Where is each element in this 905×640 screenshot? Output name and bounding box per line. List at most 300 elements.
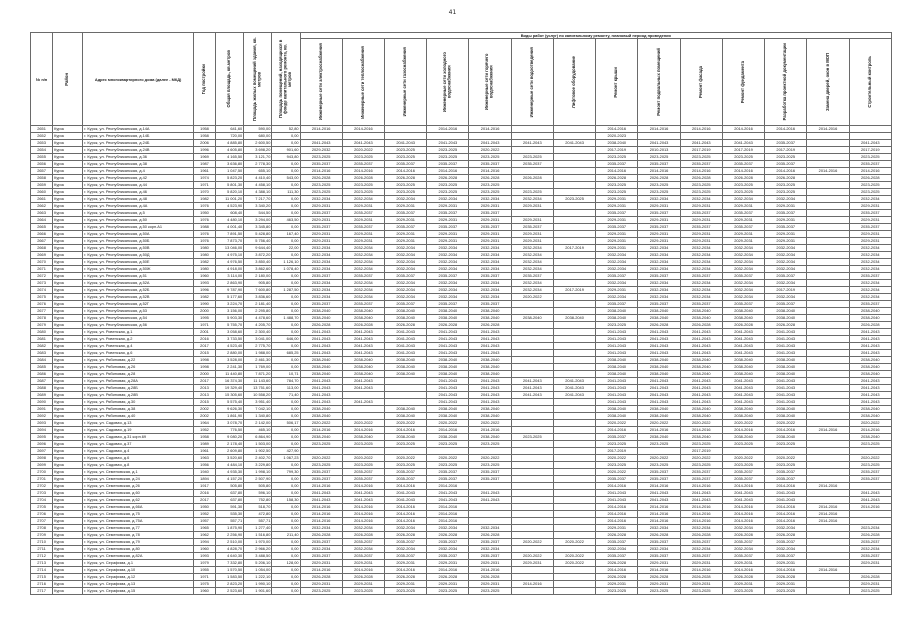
row-work-period: 2020-2022	[722, 420, 764, 427]
row-work-period: 2035-2037	[385, 161, 427, 168]
row-work-period	[553, 490, 595, 497]
row-number: 2717	[31, 588, 53, 595]
row-work-period: 2029-2031	[638, 231, 680, 238]
row-district: Курск	[53, 329, 83, 336]
row-work-period: 2035-2037	[765, 140, 807, 147]
row-district: Курск	[53, 168, 83, 175]
row-work-period: 2014-2016	[342, 504, 384, 511]
row-work-period: 2014-2016	[680, 504, 722, 511]
row-number: 2672	[31, 273, 53, 280]
row-area: 4 157,20	[216, 476, 244, 483]
row-work-period: 2041-2043	[300, 350, 342, 357]
table-row	[31, 210, 892, 217]
row-area-fund: 0,00	[272, 483, 300, 490]
row-area-living: 4 388,10	[244, 189, 272, 196]
row-work-period	[553, 532, 595, 539]
header-year: Год постройки	[193, 33, 215, 126]
row-number: 2652	[31, 133, 53, 140]
row-work-period: 2041-2043	[469, 140, 511, 147]
row-work-period	[849, 448, 891, 455]
row-area-living: 2 461,30	[244, 357, 272, 364]
row-work-period: 2023-2025	[722, 182, 764, 189]
row-work-period	[807, 224, 849, 231]
row-work-period: 2020-2022	[300, 420, 342, 427]
row-work-period	[342, 392, 384, 399]
row-work-period	[807, 399, 849, 406]
table-row	[31, 588, 892, 595]
row-work-period: 2026-2028	[765, 322, 807, 329]
row-work-period: 2038-2040	[300, 357, 342, 364]
row-work-period: 2026-2028	[342, 175, 384, 182]
row-area-living: 2 507,90	[244, 476, 272, 483]
row-work-period: 2041-2043	[722, 343, 764, 350]
row-work-period: 2041-2043	[553, 392, 595, 399]
row-work-period: 2041-2043	[300, 399, 342, 406]
row-area-living: 557,71	[244, 518, 272, 525]
row-district: Курск	[53, 259, 83, 266]
row-area-fund: 158,30	[272, 497, 300, 504]
row-area-living: 7 600,80	[244, 287, 272, 294]
row-area-fund: 1 488,70	[272, 315, 300, 322]
row-work-period	[680, 133, 722, 140]
row-work-period: 2029-2031	[342, 560, 384, 567]
row-year: 1958	[193, 434, 215, 441]
row-number: 2669	[31, 252, 53, 259]
row-work-period: 2029-2031	[765, 238, 807, 245]
header-work-13: Строительный контроль	[849, 39, 891, 126]
row-year: 1963	[193, 455, 215, 462]
row-work-period: 2029-2031	[511, 238, 553, 245]
table-row	[31, 483, 892, 490]
row-work-period: 2041-2043	[638, 378, 680, 385]
row-number: 2667	[31, 238, 53, 245]
table-row	[31, 252, 892, 259]
row-work-period	[511, 301, 553, 308]
row-number: 2693	[31, 420, 53, 427]
row-work-period: 2035-2037	[849, 273, 891, 280]
row-district: Курск	[53, 539, 83, 546]
row-work-period: 2032-2034	[385, 252, 427, 259]
row-area-living: 3 872,20	[244, 252, 272, 259]
row-work-period: 2023-2034	[849, 525, 891, 532]
row-work-period: 2032-2034	[849, 245, 891, 252]
row-work-period: 2038-2040	[469, 308, 511, 315]
row-year: 1976	[193, 231, 215, 238]
row-area: 1 875,90	[216, 525, 244, 532]
header-work-10: Ремонт фундамента	[722, 39, 764, 126]
row-work-period	[342, 413, 384, 420]
row-work-period: 2035-2037	[722, 539, 764, 546]
row-work-period: 2023-2025	[680, 441, 722, 448]
row-year: 1971	[193, 182, 215, 189]
row-district: Курск	[53, 203, 83, 210]
row-work-period: 2023-2025	[427, 441, 469, 448]
row-work-period: 2032-2034	[849, 259, 891, 266]
row-work-period: 2038-2040	[596, 140, 638, 147]
row-year: 1975	[193, 581, 215, 588]
row-work-period	[300, 133, 342, 140]
row-area-fund: 0,00	[272, 476, 300, 483]
row-work-period: 2014-2016	[427, 483, 469, 490]
row-work-period: 2023-2025	[385, 441, 427, 448]
row-work-period: 2041-2043	[680, 343, 722, 350]
row-work-period: 2017-2019	[849, 147, 891, 154]
row-area-living: 11 143,60	[244, 378, 272, 385]
row-work-period: 2032-2034	[300, 546, 342, 553]
capital-repair-table-area	[30, 32, 892, 632]
header-district: Район	[53, 33, 83, 126]
row-number: 2671	[31, 266, 53, 273]
row-district: Курск	[53, 161, 83, 168]
row-area-living: 5 756,40	[244, 238, 272, 245]
row-work-period: 2014-2016	[596, 427, 638, 434]
row-year: 1960	[193, 546, 215, 553]
row-area: 776,50	[216, 427, 244, 434]
row-work-period: 2014-2016	[596, 168, 638, 175]
row-work-period: 2014-2016	[807, 511, 849, 518]
row-work-period: 2035-2037	[765, 469, 807, 476]
table-row	[31, 532, 892, 539]
row-work-period: 2041-2043	[596, 399, 638, 406]
row-work-period	[807, 252, 849, 259]
row-work-period	[807, 532, 849, 539]
row-area: 535,30	[216, 511, 244, 518]
row-area: 15 305,60	[216, 392, 244, 399]
row-number: 2714	[31, 567, 53, 574]
table-row	[31, 385, 892, 392]
row-number: 2654	[31, 147, 53, 154]
row-address: г. Курск, ул. Республиканская, д.52В	[83, 294, 194, 301]
row-address: г. Курск, ул. Ровенская, д.4	[83, 343, 194, 350]
row-work-period: 2041-2043	[849, 343, 891, 350]
row-work-period	[807, 462, 849, 469]
row-work-period: 2032-2034	[385, 546, 427, 553]
row-area: 2 178,40	[216, 441, 244, 448]
table-row	[31, 399, 892, 406]
row-work-period: 2032-2034	[680, 245, 722, 252]
row-work-period: 2035-2037	[511, 161, 553, 168]
row-area-living: 7 871,20	[244, 371, 272, 378]
row-work-period	[807, 287, 849, 294]
table-row	[31, 504, 892, 511]
row-work-period: 2032-2034	[511, 259, 553, 266]
row-year: 1993	[193, 280, 215, 287]
row-work-period: 2041-2043	[596, 497, 638, 504]
row-work-period: 2041-2043	[765, 329, 807, 336]
row-area-fund: 0,00	[272, 462, 300, 469]
row-work-period	[511, 504, 553, 511]
row-area-living: 2 295,80	[244, 308, 272, 315]
row-year: 1980	[193, 252, 215, 259]
row-work-period: 2029-2031	[680, 581, 722, 588]
row-year: 1998	[193, 364, 215, 371]
row-work-period: 2014-2016	[765, 504, 807, 511]
header-work-2: Инженерные сети газоснабжения	[385, 39, 427, 126]
table-row	[31, 455, 892, 462]
table-row	[31, 196, 892, 203]
row-work-period	[807, 210, 849, 217]
row-address: г. Курск, ул. Республиканская, д.50Б	[83, 238, 194, 245]
row-work-period: 2010-2013	[638, 147, 680, 154]
row-work-period: 2038-2040	[638, 406, 680, 413]
row-work-period	[553, 581, 595, 588]
row-work-period: 2023-2025	[385, 147, 427, 154]
row-area: 3 636,80	[216, 161, 244, 168]
row-number: 2670	[31, 259, 53, 266]
row-work-period	[807, 560, 849, 567]
row-work-period	[807, 308, 849, 315]
row-work-period: 2032-2034	[427, 196, 469, 203]
row-work-period: 2026-2028	[849, 574, 891, 581]
row-work-period: 2023-2025	[300, 441, 342, 448]
row-work-period: 2020-2022	[342, 420, 384, 427]
row-work-period: 2035-2037	[680, 210, 722, 217]
row-year: 2001	[193, 329, 215, 336]
row-year: 1970	[193, 189, 215, 196]
row-work-period	[807, 175, 849, 182]
table-row	[31, 497, 892, 504]
row-work-period: 2023-2025	[849, 462, 891, 469]
row-work-period: 2035-2037	[300, 273, 342, 280]
row-work-period: 2032-2034	[765, 546, 807, 553]
table-row	[31, 567, 892, 574]
row-work-period: 2038-2040	[385, 357, 427, 364]
row-district: Курск	[53, 266, 83, 273]
row-area-living: 3 229,80	[244, 462, 272, 469]
row-area-fund: 71,40	[272, 392, 300, 399]
row-work-period: 2038-2040	[638, 434, 680, 441]
row-work-period: 2032-2034	[680, 196, 722, 203]
row-work-period	[553, 266, 595, 273]
row-work-period: 2032-2034	[596, 294, 638, 301]
row-work-period: 2032-2034	[342, 294, 384, 301]
row-area: 4 523,40	[216, 343, 244, 350]
row-work-period: 2023-2025	[300, 588, 342, 595]
row-work-period: 2032-2034	[427, 245, 469, 252]
row-work-period: 2014-2016	[722, 511, 764, 518]
row-district: Курск	[53, 238, 83, 245]
row-year: 2016	[193, 490, 215, 497]
row-work-period: 2032-2034	[385, 294, 427, 301]
row-work-period: 2035-2037	[342, 553, 384, 560]
row-work-period: 2038-2040	[638, 315, 680, 322]
row-work-period	[553, 280, 595, 287]
row-district: Курск	[53, 546, 83, 553]
row-work-period	[807, 315, 849, 322]
row-work-period: 2029-2031	[385, 217, 427, 224]
row-work-period: 2038-2040	[765, 371, 807, 378]
row-work-period	[807, 217, 849, 224]
row-work-period: 2035-2037	[765, 273, 807, 280]
row-district: Курск	[53, 364, 83, 371]
row-year: 1955	[193, 567, 215, 574]
row-work-period: 2032-2034	[849, 196, 891, 203]
table-row	[31, 476, 892, 483]
row-work-period: 2032-2034	[680, 252, 722, 259]
row-number: 2686	[31, 371, 53, 378]
row-work-period: 2041-2043	[469, 336, 511, 343]
row-work-period: 2041-2043	[427, 329, 469, 336]
row-work-period: 2029-2031	[342, 238, 384, 245]
row-work-period	[807, 245, 849, 252]
row-address: г. Курск, ул. Садовая, д.19	[83, 427, 194, 434]
row-work-period: 2029-2032	[300, 147, 342, 154]
table-row	[31, 490, 892, 497]
row-work-period: 2023-2025	[553, 196, 595, 203]
row-work-period: 2041-2043	[765, 385, 807, 392]
row-work-period: 2029-2031	[427, 560, 469, 567]
row-work-period: 2029-2031	[342, 231, 384, 238]
row-work-period: 2023-2025	[385, 189, 427, 196]
table-row	[31, 364, 892, 371]
row-area: 7 873,70	[216, 238, 244, 245]
row-work-period: 2023-2025	[849, 441, 891, 448]
row-number: 2668	[31, 245, 53, 252]
row-work-period: 2017-2019	[596, 147, 638, 154]
row-work-period: 2038-2040	[427, 371, 469, 378]
row-area-living: 3 294,00	[244, 217, 272, 224]
row-work-period: 2038-2040	[385, 364, 427, 371]
row-work-period: 2041-2043	[300, 490, 342, 497]
row-area: 11 440,80	[216, 371, 244, 378]
row-work-period: 2032-2034	[342, 245, 384, 252]
row-address: г. Курск, ул. Республиканская, д.4	[83, 168, 194, 175]
row-work-period: 2038-2040	[849, 308, 891, 315]
row-area-fund: 0,00	[272, 511, 300, 518]
row-work-period: 2017-2019	[553, 287, 595, 294]
row-work-period: 2026-2028	[765, 175, 807, 182]
row-work-period: 2023-2025	[427, 189, 469, 196]
row-work-period: 2035-2037	[469, 553, 511, 560]
row-work-period	[553, 301, 595, 308]
row-work-period: 2035-2037	[765, 553, 807, 560]
row-number: 2682	[31, 343, 53, 350]
row-number: 2694	[31, 427, 53, 434]
row-work-period: 2026-2028	[765, 574, 807, 581]
row-work-period: 2026-2028	[680, 322, 722, 329]
row-work-period: 2029-2031	[469, 217, 511, 224]
row-work-period	[511, 399, 553, 406]
row-work-period: 2023-2025	[638, 182, 680, 189]
row-work-period: 2038-2040	[680, 413, 722, 420]
row-work-period: 2032-2034	[638, 196, 680, 203]
row-work-period: 2041-2043	[849, 497, 891, 504]
row-work-period: 2035-2037	[469, 273, 511, 280]
row-work-period: 2020-2022	[680, 455, 722, 462]
row-district: Курск	[53, 469, 83, 476]
row-work-period: 2035-2037	[385, 476, 427, 483]
row-year: 1960	[193, 588, 215, 595]
row-district: Курск	[53, 217, 83, 224]
row-work-period: 2023-2025	[765, 588, 807, 595]
row-year: 1996	[193, 287, 215, 294]
row-work-period: 2014-2016	[638, 504, 680, 511]
row-work-period	[511, 574, 553, 581]
row-year: 1982	[193, 259, 215, 266]
row-work-period: 2020-2022	[342, 147, 384, 154]
row-work-period: 2026-2028	[722, 532, 764, 539]
row-work-period: 2041-2043	[427, 392, 469, 399]
row-work-period	[511, 462, 553, 469]
row-area: 1 861,90	[216, 413, 244, 420]
row-work-period: 2014-2016	[469, 126, 511, 133]
row-work-period: 2014-2016	[385, 483, 427, 490]
table-row	[31, 343, 892, 350]
row-work-period: 2014-2016	[342, 168, 384, 175]
row-work-period: 2014-2016	[427, 126, 469, 133]
row-area-fund: 463,50	[272, 217, 300, 224]
row-year: 1917	[193, 483, 215, 490]
row-district: Курск	[53, 378, 83, 385]
row-number: 2699	[31, 462, 53, 469]
row-year: 2000	[193, 308, 215, 315]
row-work-period	[553, 469, 595, 476]
row-address: г. Курск, ул. Рябиновая, д.22	[83, 357, 194, 364]
row-address: г. Курск, ул. Республиканская, д.50	[83, 217, 194, 224]
row-work-period: 2032-2034	[469, 266, 511, 273]
row-work-period: 2038-2040	[385, 413, 427, 420]
row-work-period: 2038-2040	[765, 406, 807, 413]
row-work-period: 2038-2040	[722, 364, 764, 371]
row-work-period	[553, 294, 595, 301]
row-work-period: 2038-2040	[722, 371, 764, 378]
row-work-period: 2014-2016	[342, 518, 384, 525]
row-work-period: 2035-2037	[722, 224, 764, 231]
row-address: г. Курск, ул. Республиканская, д.53	[83, 308, 194, 315]
row-work-period: 2041-2043	[427, 336, 469, 343]
row-area-fund: 0,00	[272, 238, 300, 245]
row-area-living: 3 340,20	[244, 203, 272, 210]
row-work-period: 2023-2025	[385, 588, 427, 595]
row-number: 2695	[31, 434, 53, 441]
row-work-period: 2035-2037	[638, 161, 680, 168]
row-work-period: 2038-2040	[680, 308, 722, 315]
row-work-period: 2014-2016	[300, 518, 342, 525]
row-work-period: 2032-2034	[680, 266, 722, 273]
row-year: 1990	[193, 301, 215, 308]
row-work-period: 2041-2043	[680, 336, 722, 343]
row-work-period	[807, 357, 849, 364]
row-work-period	[849, 126, 891, 133]
row-work-period: 2035-2037	[849, 224, 891, 231]
row-area-fund: 52,80	[272, 126, 300, 133]
row-work-period: 2041-2043	[722, 385, 764, 392]
row-work-period: 2026-2028	[300, 574, 342, 581]
row-work-period: 2032-2034	[722, 287, 764, 294]
row-work-period: 2014-2016	[385, 168, 427, 175]
row-area-fund: 0,00	[272, 581, 300, 588]
row-work-period: 2029-2031	[596, 217, 638, 224]
row-work-period: 2032-2034	[722, 294, 764, 301]
row-work-period: 2038-2040	[765, 315, 807, 322]
row-area-fund: 0,00	[272, 574, 300, 581]
row-work-period: 2035-2037	[680, 539, 722, 546]
row-address: г. Курск, ул. Семеновская, д.82А	[83, 553, 194, 560]
row-address: г. Курск, ул. Рябиновая, д.28А	[83, 378, 194, 385]
row-work-period: 2035-2037	[427, 469, 469, 476]
row-work-period: 2038-2040	[427, 315, 469, 322]
row-work-period: 2038-2040	[849, 434, 891, 441]
row-work-period: 2023-2025	[722, 154, 764, 161]
row-number: 2662	[31, 203, 53, 210]
row-work-period: 2023-2025	[427, 154, 469, 161]
row-area-fund: 0,00	[272, 168, 300, 175]
row-work-period: 2026-2028	[427, 175, 469, 182]
row-work-period: 2029-2031	[849, 581, 891, 588]
row-number: 2710	[31, 539, 53, 546]
row-work-period: 2041-2043	[342, 378, 384, 385]
row-work-period	[807, 350, 849, 357]
